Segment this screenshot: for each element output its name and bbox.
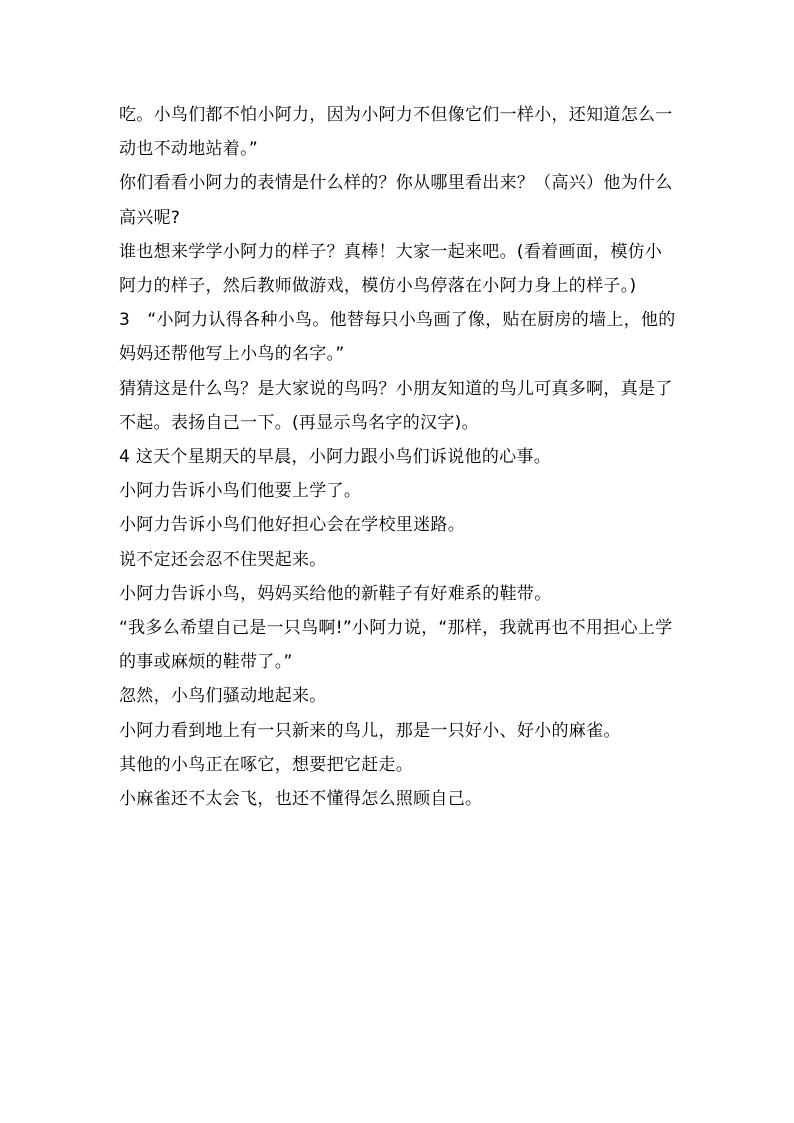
- paragraph-10: 小阿力告诉小鸟，妈妈买给他的新鞋子有好难系的鞋带。: [119, 583, 552, 604]
- paragraph-9: 说不定还会忍不住哭起来。: [119, 549, 327, 570]
- paragraph-11: “我多么希望自己是一只鸟啊!”小阿力说，“那样，我就再也不用担心上学的事或麻烦的鞋带了。”: [119, 618, 673, 673]
- paragraph-3: 谁也想来学学小阿力的样子？真棒！大家一起来吧。(看着画面，模仿小阿力的样子，然后教师做游戏，模仿小鸟停落在小阿力身上的样子。): [119, 241, 663, 297]
- paragraph-14: 其他的小鸟正在啄它，想要把它赶走。: [119, 754, 414, 775]
- paragraph-1: 吃。小鸟们都不怕小阿力，因为小阿力不但像它们一样小，还知道怎么一动也不动地站着。”: [119, 105, 673, 160]
- body-text: [119, 98, 679, 816]
- paragraph-8: 小阿力告诉小鸟们他好担心会在学校里迷路。: [119, 515, 465, 536]
- paragraph-12: 忽然，小鸟们骚动地起来。: [119, 686, 327, 707]
- paragraph-15: 小麻雀还不太会飞，也还不懂得怎么照顾自己。: [119, 789, 483, 810]
- paragraph-13: 小阿力看到地上有一只新来的鸟儿，那是一只好小、好小的麻雀。: [119, 720, 621, 741]
- paragraph-5: 猜猜这是什么鸟？是大家说的鸟吗？小朋友知道的鸟儿可真多啊，真是了不起。表扬自己一下。(再显示鸟名字的汉字)。: [119, 378, 673, 433]
- paragraph-7: 小阿力告诉小鸟们他要上学了。: [119, 481, 362, 502]
- paragraph-2: 你们看看小阿力的表情是什么样的？你从哪里看出来？（高兴）他为什么高兴呢?: [119, 173, 673, 228]
- paragraph-6: 4 这天个星期天的早晨，小阿力跟小鸟们诉说他的心事。: [119, 447, 552, 468]
- paragraph-4: 3 “小阿力认得各种小鸟。他替每只小鸟画了像，贴在厨房的墙上，他的妈妈还帮他写上小鸟的名字。”: [119, 310, 676, 365]
